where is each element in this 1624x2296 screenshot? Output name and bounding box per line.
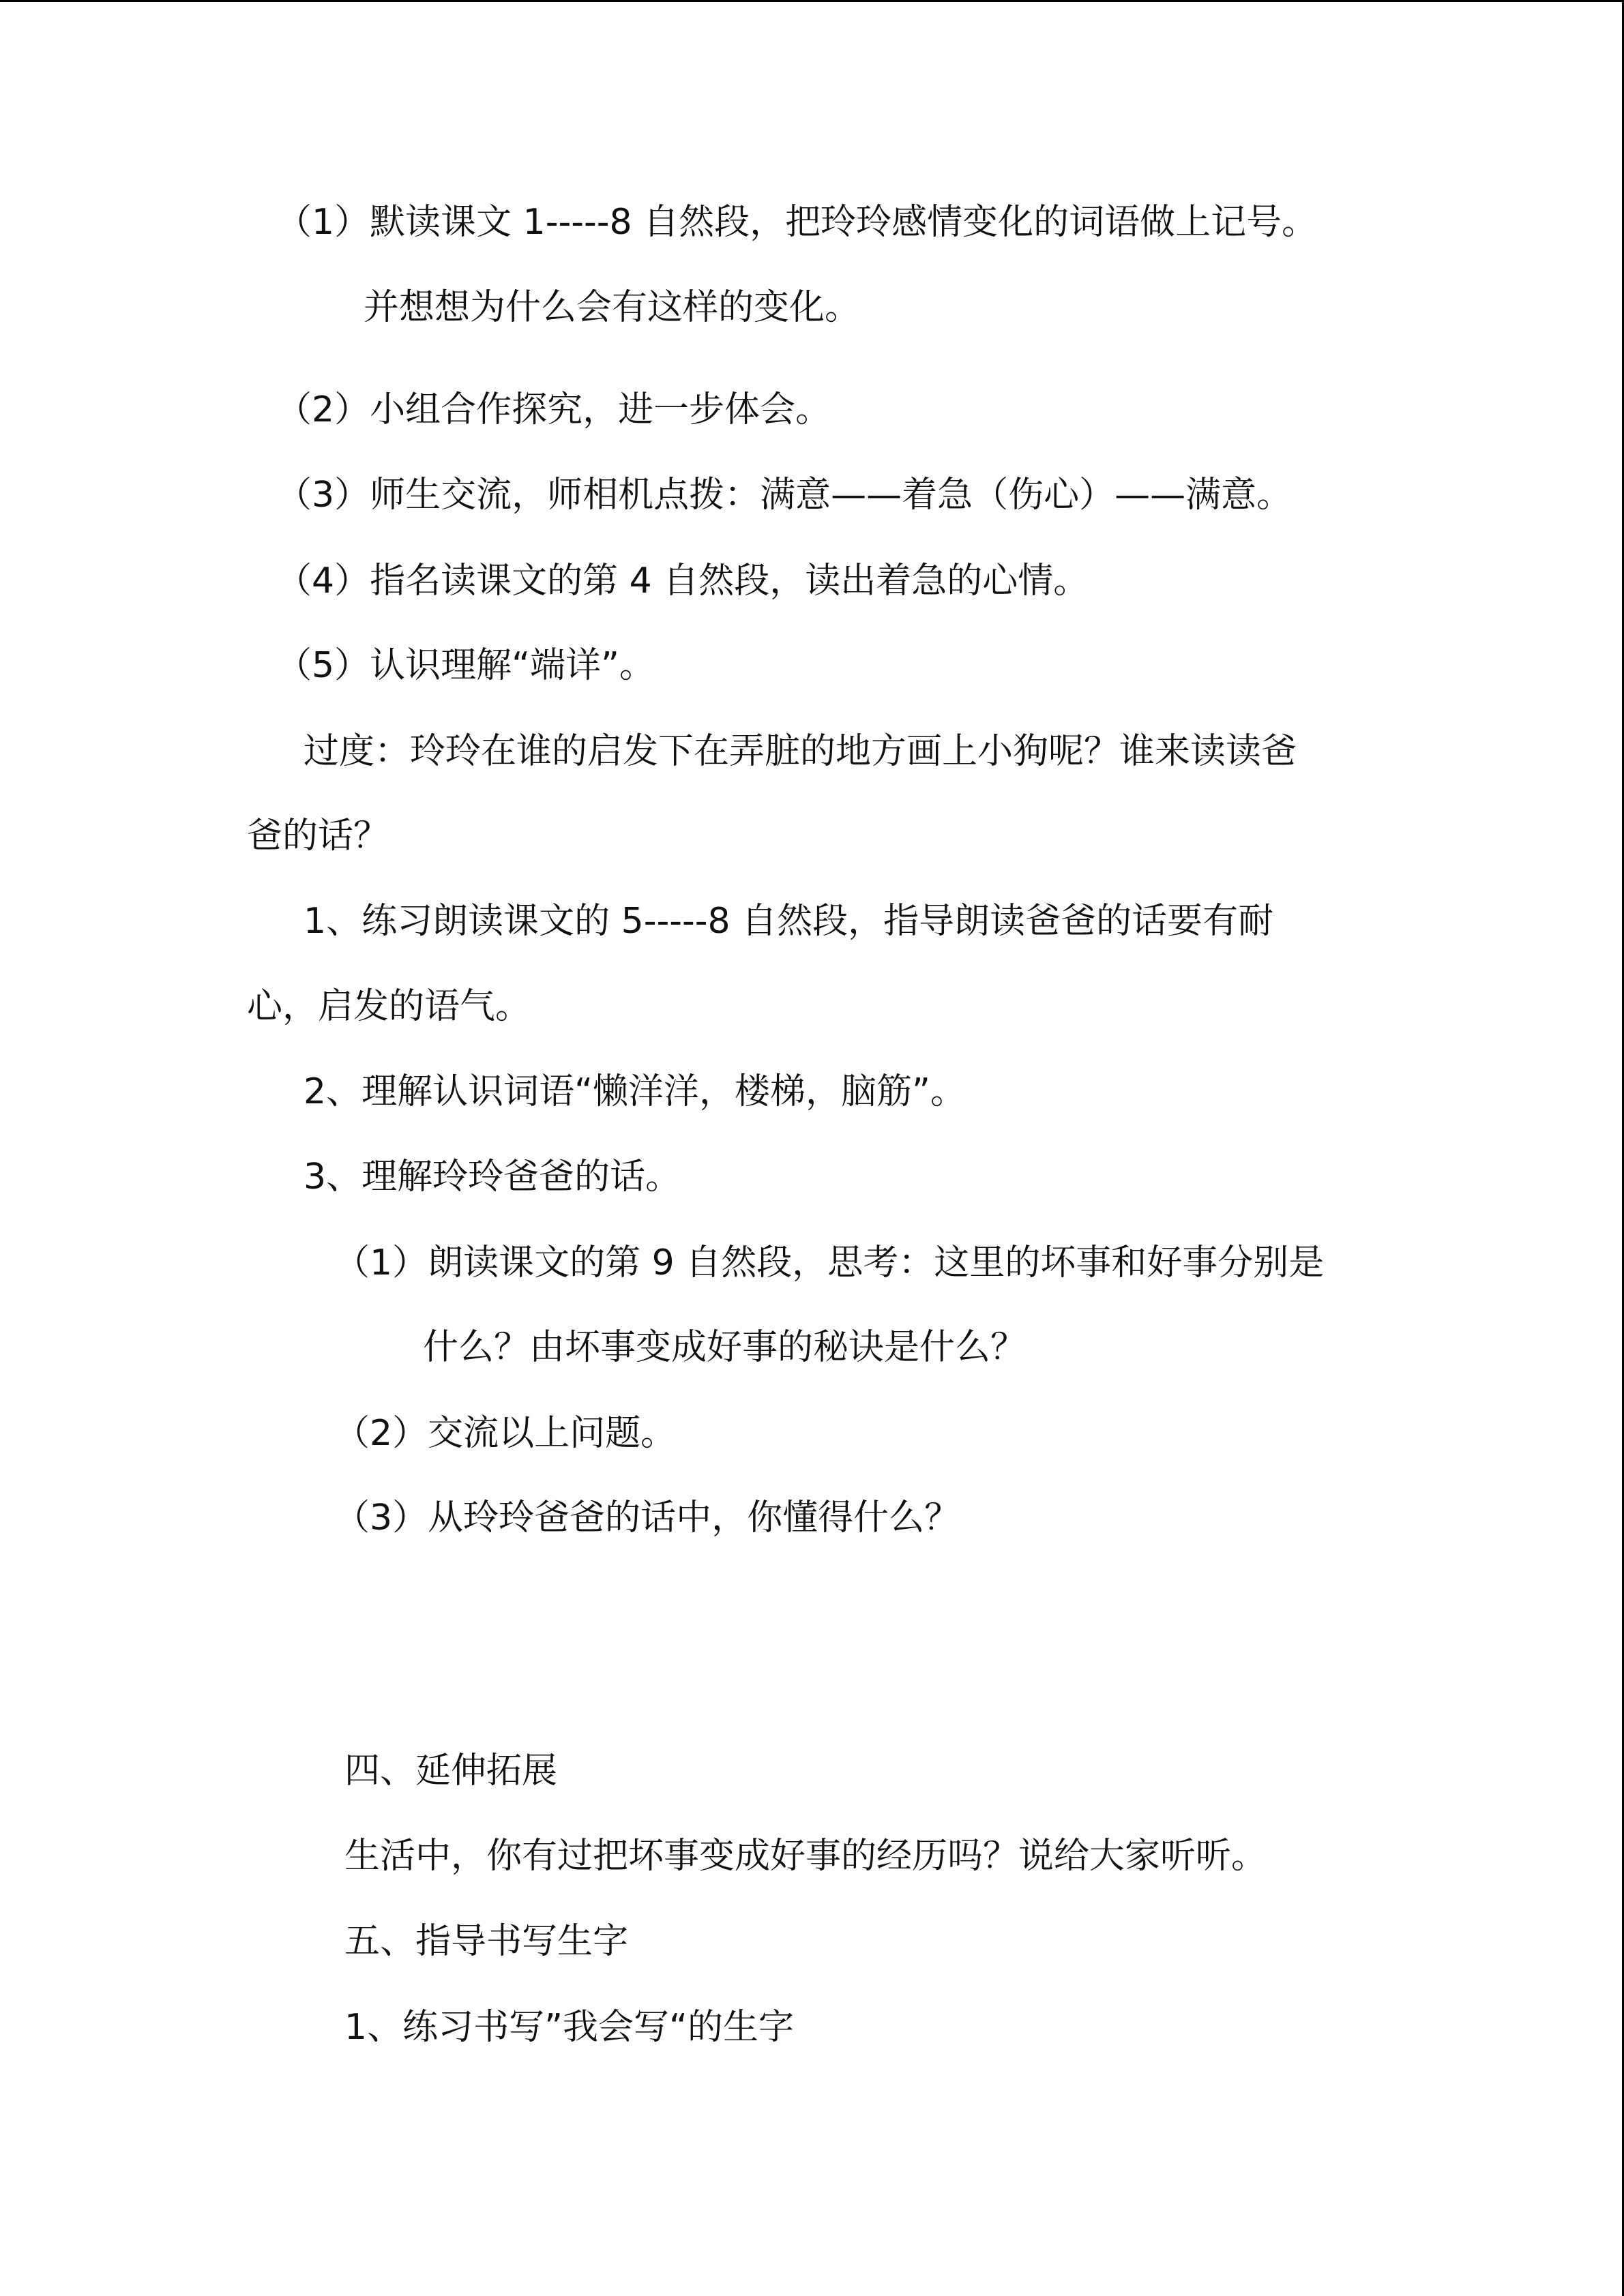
text-line-16: （3）从玲玲爸爸的话中，你懂得什么？ (334, 1497, 960, 1538)
text-line-15: （2）交流以上问题。 (334, 1413, 677, 1454)
text-line-3: （2）小组合作探究，进一步体会。 (276, 389, 831, 430)
text-line-11: 2、理解认识词语“懒洋洋，楼梯，脑筋”。 (304, 1071, 966, 1112)
text-line-20: 1、练习书写”我会写“的生字 (344, 2007, 794, 2048)
section-heading-4: 四、延伸拓展 (344, 1750, 558, 1791)
text-line-7: 过度：玲玲在谁的启发下在弄脏的地方画上小狗呢？谁来读读爸 (304, 731, 1297, 772)
text-line-5: （4）指名读课文的第 4 自然段，读出着急的心情。 (276, 561, 1089, 601)
text-line-2: 并想想为什么会有这样的变化。 (364, 287, 861, 328)
text-line-4: （3）师生交流，师相机点拨：满意——着急（伤心）——满意。 (276, 475, 1293, 516)
text-line-10: 心，启发的语气。 (247, 986, 531, 1027)
page-border-top (0, 0, 1624, 2)
text-line-12: 3、理解玲玲爸爸的话。 (304, 1157, 681, 1197)
section-heading-5: 五、指导书写生字 (344, 1921, 629, 1962)
text-line-18: 生活中，你有过把坏事变成好事的经历吗？说给大家听听。 (344, 1836, 1267, 1877)
text-line-14: 什么？由坏事变成好事的秘诀是什么？ (423, 1327, 1027, 1368)
text-line-1: （1）默读课文 1-----8 自然段，把玲玲感情变化的词语做上记号。 (276, 202, 1318, 243)
text-line-9: 1、练习朗读课文的 5-----8 自然段，指导朗读爸爸的话要有耐 (304, 901, 1274, 942)
text-line-13: （1）朗读课文的第 9 自然段，思考：这里的坏事和好事分别是 (334, 1242, 1325, 1283)
text-line-6: （5）认识理解“端详”。 (276, 645, 655, 686)
text-line-8: 爸的话？ (247, 816, 389, 856)
